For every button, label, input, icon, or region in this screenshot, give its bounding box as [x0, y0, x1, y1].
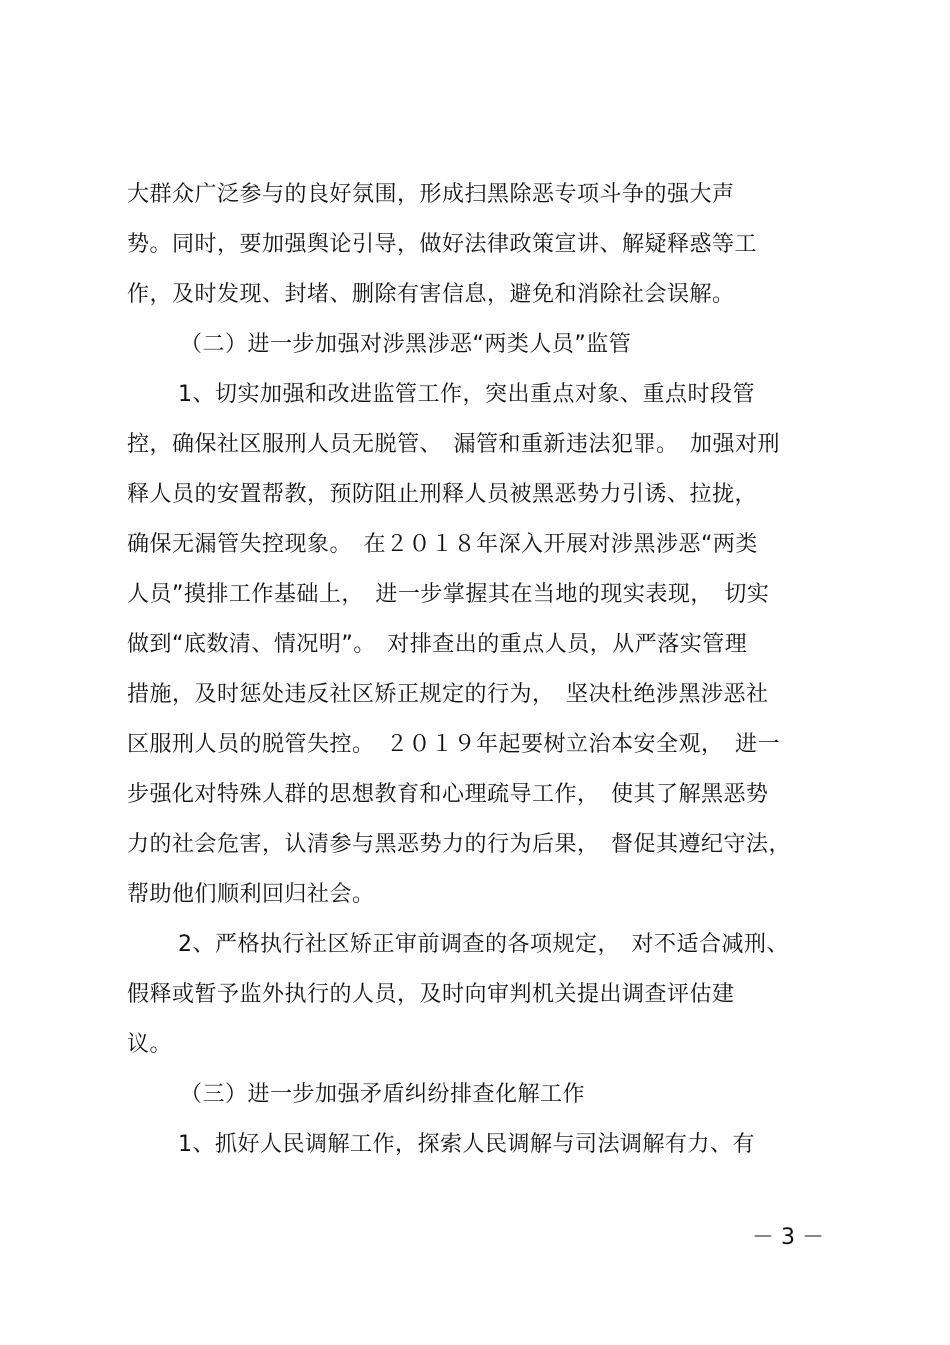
text-line: 区服刑人员的脱管失控。 ２０１９年起要树立治本安全观， 进一 — [127, 732, 781, 757]
text-line: 1、切实加强和改进监管工作，突出重点对象、重点时段管 — [178, 382, 755, 407]
text-line: 控，确保社区服刑人员无脱管、 漏管和重新违法犯罪。 加强对刑 — [127, 432, 781, 457]
text-line: 假释或暂予监外执行的人员，及时向审判机关提出调查评估建 — [127, 982, 735, 1007]
text-line: 人员”摸排工作基础上， 进一步掌握其在当地的现实表现， 切实 — [127, 582, 770, 607]
text-line: 议。 — [127, 1032, 173, 1057]
text-line: 作，及时发现、封堵、删除有害信息，避免和消除社会误解。 — [127, 282, 735, 307]
text-line: 力的社会危害，认清参与黑恶势力的行为后果， 督促其遵纪守法， — [127, 832, 792, 857]
text-line: 做到“底数清、情况明”。 对排查出的重点人员，从严落实管理 — [127, 632, 748, 657]
page-number: － 3 － — [752, 1225, 824, 1250]
text-line: 1、抓好人民调解工作，探索人民调解与司法调解有力、有 — [178, 1132, 755, 1157]
section-heading: （二）进一步加强对涉黑涉恶“两类人员”监管 — [180, 332, 632, 357]
text-line: 大群众广泛参与的良好氛围，形成扫黑除恶专项斗争的强大声 — [127, 182, 735, 207]
section-heading: （三）进一步加强矛盾纠纷排查化解工作 — [180, 1082, 586, 1107]
text-line: 释人员的安置帮教，预防阻止刑释人员被黑恶势力引诱、拉拢， — [127, 482, 758, 507]
text-line: 确保无漏管失控现象。 在２０１８年深入开展对涉黑涉恶“两类 — [127, 532, 758, 557]
text-line: 2、严格执行社区矫正审前调查的各项规定， 对不适合减刑、 — [178, 932, 789, 957]
text-line: 帮助他们顺利回归社会。 — [127, 882, 375, 907]
text-line: 措施，及时惩处违反社区矫正规定的行为， 坚决杜绝涉黑涉恶社 — [127, 682, 769, 707]
text-line: 势。同时，要加强舆论引导，做好法律政策宣讲、解疑释惑等工 — [127, 232, 758, 257]
text-line: 步强化对特殊人群的思想教育和心理疏导工作， 使其了解黑恶势 — [127, 782, 769, 807]
